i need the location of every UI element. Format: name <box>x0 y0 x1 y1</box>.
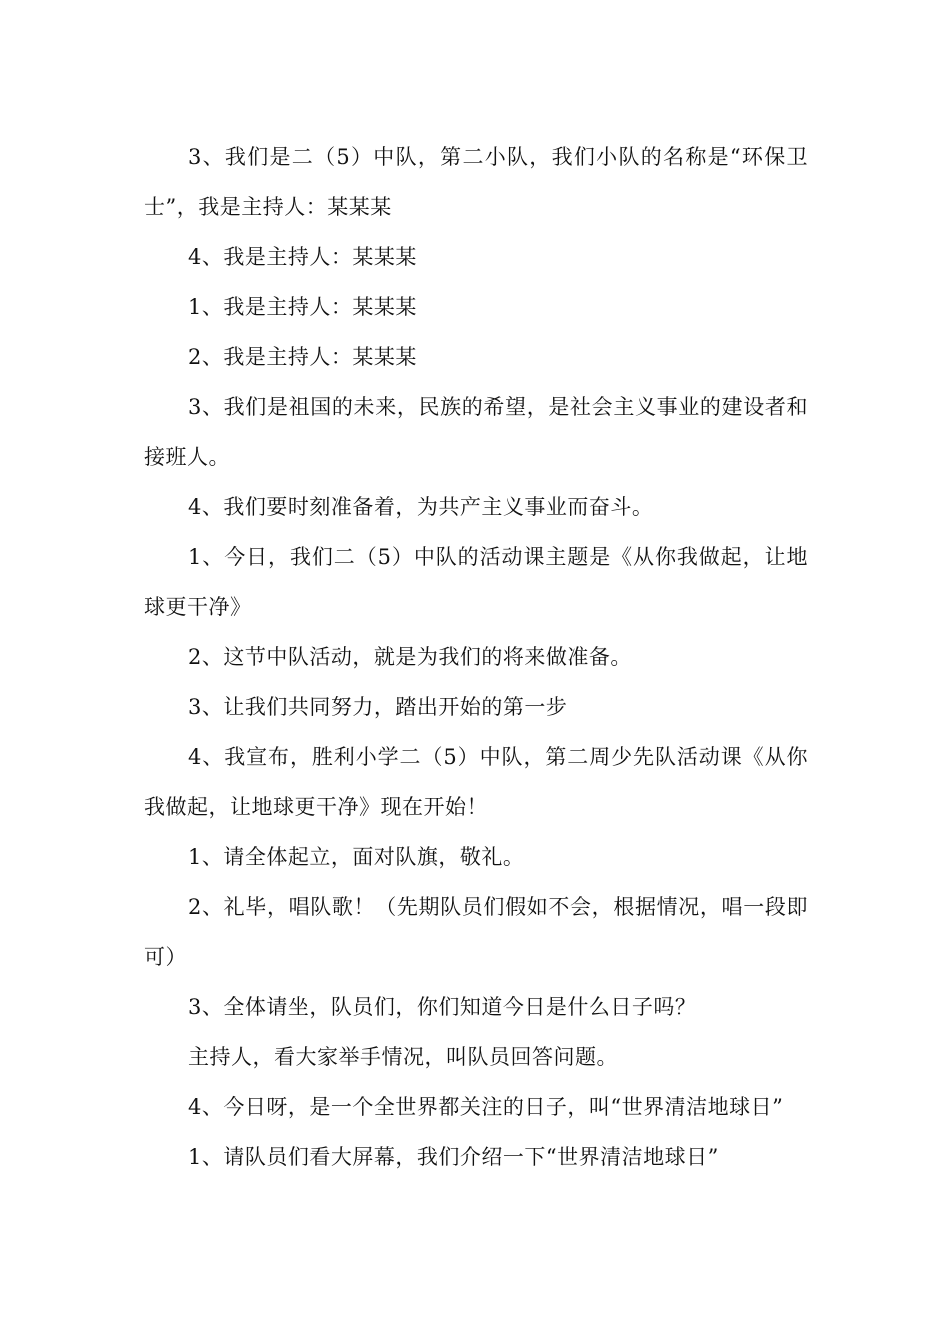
paragraph-12: 2、礼毕，唱队歌！（先期队员们假如不会，根据情况，唱一段即可） <box>144 895 808 969</box>
document-body <box>144 132 808 1182</box>
paragraph-7: 1、今日，我们二（5）中队的活动课主题是《从你我做起，让地球更干净》 <box>144 545 808 619</box>
paragraph-2: 4、我是主持人：某某某 <box>188 245 417 269</box>
paragraph-4: 2、我是主持人：某某某 <box>188 345 417 369</box>
paragraph-10: 4、我宣布，胜利小学二（5）中队，第二周少先队活动课《从你我做起，让地球更干净》现在开始！ <box>144 745 808 819</box>
paragraph-14: 主持人，看大家举手情况，叫队员回答问题。 <box>188 1045 618 1069</box>
paragraph-5: 3、我们是祖国的未来，民族的希望，是社会主义事业的建设者和接班人。 <box>144 395 808 469</box>
paragraph-8: 2、这节中队活动，就是为我们的将来做准备。 <box>188 645 632 669</box>
paragraph-9: 3、让我们共同努力，踏出开始的第一步 <box>188 695 568 719</box>
paragraph-16: 1、请队员们看大屏幕，我们介绍一下“世界清洁地球日” <box>188 1145 719 1169</box>
paragraph-1: 3、我们是二（5）中队，第二小队，我们小队的名称是“环保卫士”，我是主持人：某某某 <box>144 145 808 219</box>
paragraph-13: 3、全体请坐，队员们，你们知道今日是什么日子吗？ <box>188 995 697 1019</box>
paragraph-15: 4、今日呀，是一个全世界都关注的日子，叫“世界清洁地球日” <box>188 1095 784 1119</box>
paragraph-6: 4、我们要时刻准备着，为共产主义事业而奋斗。 <box>188 495 654 519</box>
paragraph-11: 1、请全体起立，面对队旗，敬礼。 <box>188 845 525 869</box>
paragraph-3: 1、我是主持人：某某某 <box>188 295 417 319</box>
